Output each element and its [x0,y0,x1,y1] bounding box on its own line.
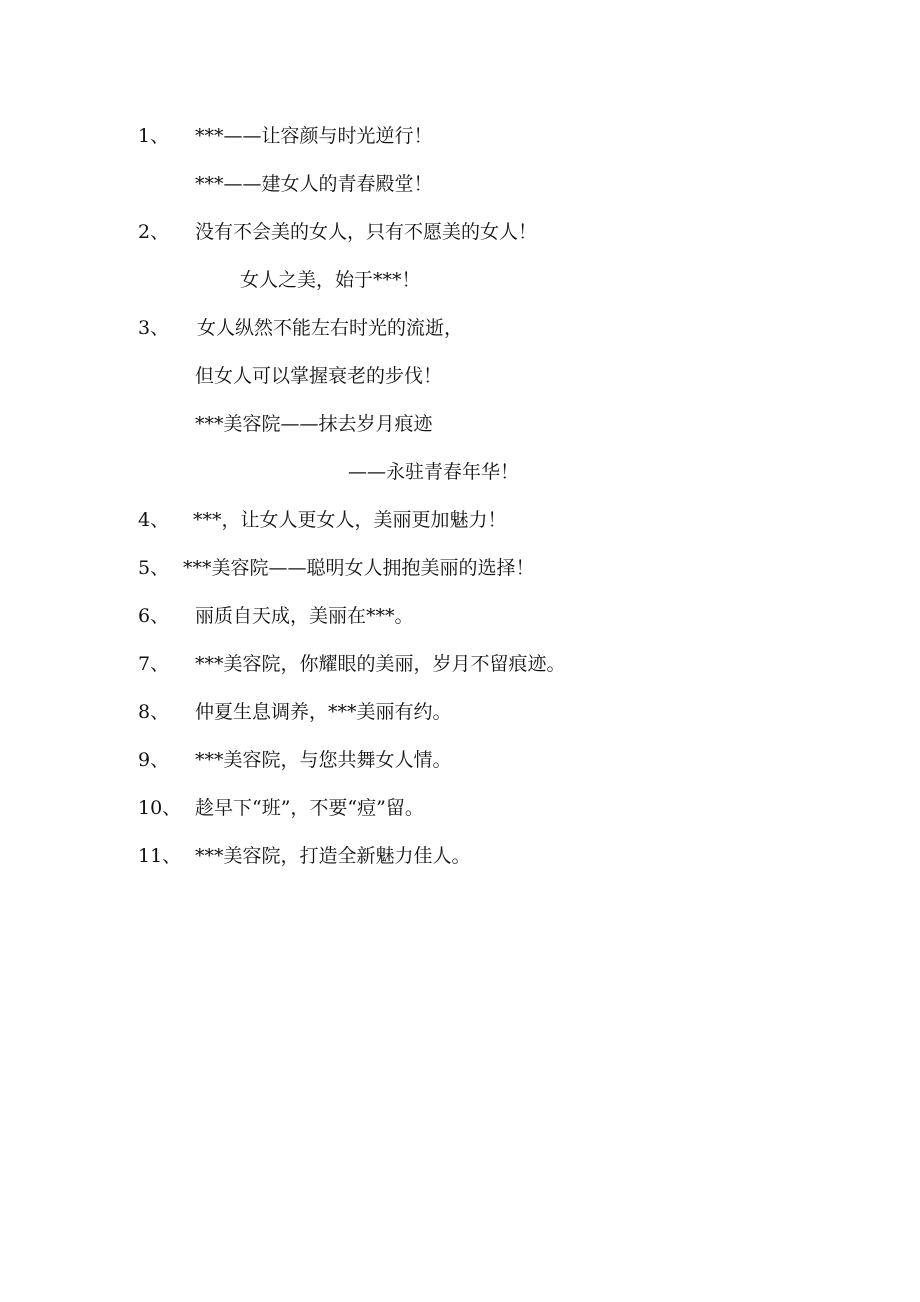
item-6-line-1: 丽质自天成，美丽在***。 [195,605,414,627]
item-number-2: 2、 [138,221,170,243]
item-3-line-1: 女人纵然不能左右时光的流逝， [197,317,464,339]
item-number-7: 7、 [138,653,170,675]
item-11-line-1: ***美容院，打造全新魅力佳人。 [195,845,471,867]
item-3-line-2: 但女人可以掌握衰老的步伐！ [195,365,443,387]
item-number-8: 8、 [138,701,170,723]
item-5-line-1: ***美容院——聪明女人拥抱美丽的选择！ [183,557,535,579]
item-3-line-4: ——永驻青春年华！ [348,461,520,483]
item-1-line-1: ***——让容颜与时光逆行！ [195,125,433,147]
item-number-6: 6、 [138,605,170,627]
item-4-line-1: ***，让女人更女人，美丽更加魅力！ [193,509,507,531]
item-7-line-1: ***美容院，你耀眼的美丽，岁月不留痕迹。 [195,653,566,675]
item-number-9: 9、 [138,749,170,771]
item-10-line-1: 趁早下“班”，不要“痘”留。 [195,797,424,819]
item-number-5: 5、 [138,557,170,579]
item-number-1: 1、 [138,125,170,147]
item-2-line-1: 没有不会美的女人，只有不愿美的女人！ [195,221,538,243]
item-number-4: 4、 [138,509,170,531]
item-2-line-2: 女人之美，始于***！ [240,269,421,291]
item-number-3: 3、 [138,317,170,339]
item-8-line-1: 仲夏生息调养，***美丽有约。 [195,701,452,723]
item-9-line-1: ***美容院，与您共舞女人情。 [195,749,452,771]
item-number-11: 11、 [138,845,182,867]
item-3-line-3: ***美容院——抹去岁月痕迹 [195,413,433,435]
item-1-line-2: ***——建女人的青春殿堂！ [195,173,433,195]
item-number-10: 10、 [138,797,182,819]
